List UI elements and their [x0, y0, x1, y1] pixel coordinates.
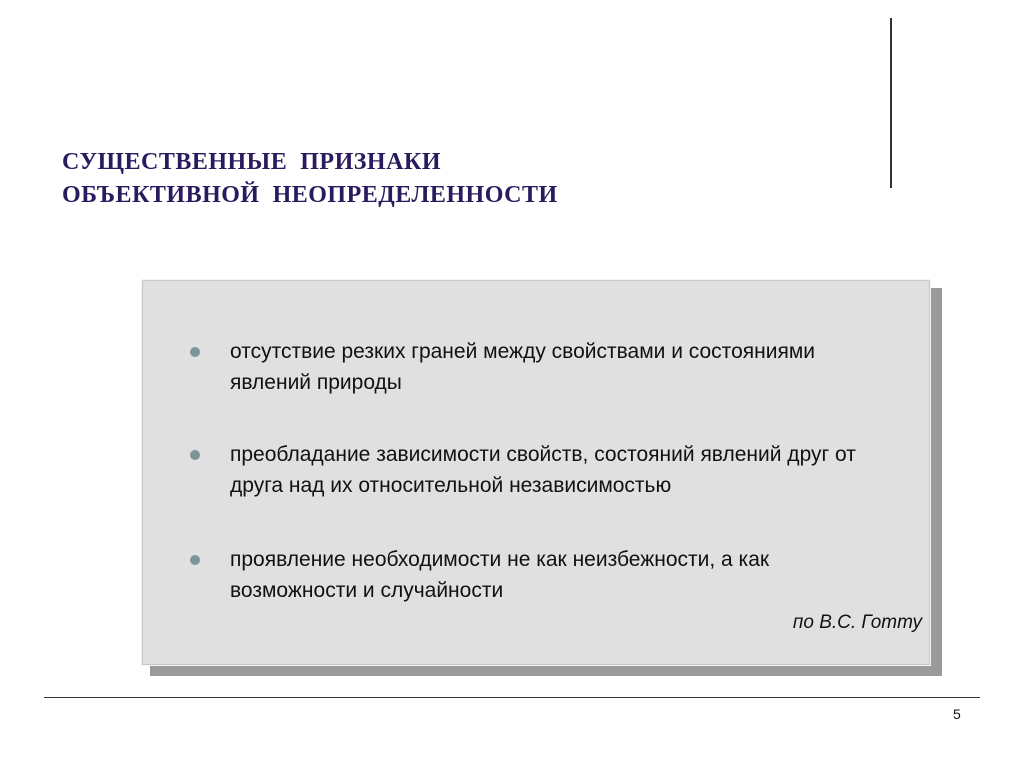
bullet-text: преобладание зависимости свойств, состояний явлений друг от друга над их относительной независимостью	[230, 443, 856, 497]
vertical-divider	[890, 18, 892, 188]
bullet-item	[190, 439, 890, 501]
bullet-item	[190, 544, 890, 606]
bullet-dot-icon	[190, 450, 200, 460]
title-line-1: СУЩЕСТВЕННЫЕ ПРИЗНАКИ	[62, 149, 441, 175]
bullet-dot-icon	[190, 555, 200, 565]
title-line-2: ОБЪЕКТИВНОЙ НЕОПРЕДЕЛЕННОСТИ	[62, 182, 558, 208]
content-panel	[141, 279, 931, 666]
attribution: по В.С. Готту	[792, 612, 922, 633]
slide-title	[62, 146, 558, 212]
footer-divider	[44, 697, 980, 698]
bullet-text: проявление необходимости не как неизбежности, а как возможности и случайности	[230, 548, 770, 602]
bullet-text: отсутствие резких граней между свойствами и состояниями явлений природы	[230, 340, 815, 394]
bullet-item	[190, 336, 890, 398]
bullet-dot-icon	[190, 347, 200, 357]
page-number: 5	[953, 706, 961, 722]
